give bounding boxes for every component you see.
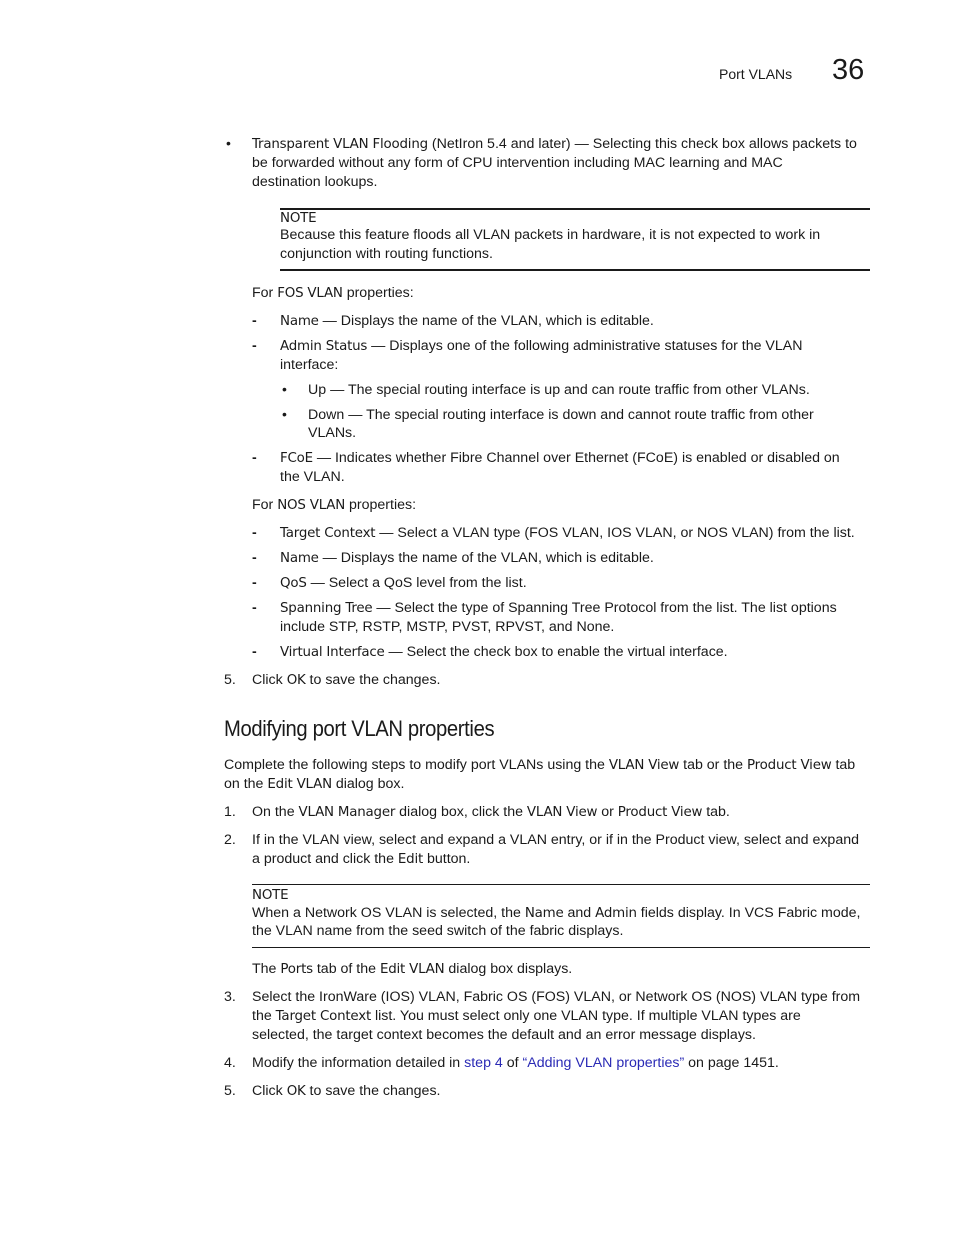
text-line: be forwarded without any form of CPU intervention including MAC learning and MAC [252,155,783,171]
bullet-marker: • [282,381,287,397]
fos-admin-item: Admin Status — Displays one of the following administrative statuses for the VLAN [280,338,803,354]
section-intro: Complete the following steps to modify port VLANs using the VLAN View tab or the Product View tab [224,757,856,773]
note-bottom-rule [252,947,870,948]
step-number: 2. [224,832,236,848]
running-header: Port VLANs [719,66,793,82]
step-4-link[interactable]: step 4 [464,1055,503,1071]
nos-target-context-item: Target Context — Select a VLAN type (FOS VLAN, IOS VLAN, or NOS VLAN) from the list. [280,525,855,541]
nos-virtual-interface-item: Virtual Interface — Select the check box to enable the virtual interface. [280,644,728,660]
note-top-rule [280,208,870,210]
text-line: VLANs. [308,425,357,441]
step-number: 5. [224,672,236,688]
chapter-number: 36 [832,54,865,86]
dash-marker: - [252,313,257,329]
step-number: 4. [224,1055,236,1071]
note-label: NOTE [280,211,317,226]
step-2: If in the VLAN view, select and expand a VLAN entry, or if in the Product view, select and expand [252,832,859,848]
text-line: the VLAN. [280,469,345,485]
text-line: the Target Context list. You must select only one VLAN type. If multiple VLAN types are [252,1008,801,1024]
note-text: Because this feature floods all VLAN packets in hardware, it is not expected to work in [280,227,821,243]
text-line: include STP, RSTP, MSTP, PVST, RPVST, and None. [280,619,615,635]
dash-marker: - [252,550,257,566]
nos-qos-item: QoS — Select a QoS level from the list. [280,575,527,591]
fos-fcoe-item: FCoE — Indicates whether Fibre Channel over Ethernet (FCoE) is enabled or disabled on [280,450,840,466]
note-top-rule [252,884,870,885]
adding-vlan-properties-link[interactable]: “Adding VLAN properties” [522,1055,685,1071]
admin-down-item: Down — The special routing interface is down and cannot route traffic from other [308,407,814,423]
step-3: Select the IronWare (IOS) VLAN, Fabric OS (FOS) VLAN, or Network OS (NOS) VLAN type from [252,989,861,1005]
dash-marker: - [252,338,257,354]
step-5-click-ok: Click OK to save the changes. [252,1083,441,1099]
step-number: 5. [224,1083,236,1099]
nos-intro: For NOS VLAN properties: [252,497,417,513]
bullet-marker: • [282,406,287,422]
note-text: conjunction with routing functions. [280,246,493,262]
dash-marker: - [252,600,257,616]
step-number: 1. [224,804,236,820]
admin-up-item: Up — The special routing interface is up and can route traffic from other VLANs. [308,382,810,398]
dash-marker: - [252,450,257,466]
note-text: the VLAN name from the seed switch of the fabric displays. [252,923,624,939]
dash-marker: - [252,644,257,660]
note-text: When a Network OS VLAN is selected, the Name and Admin fields display. In VCS Fabric mode, [252,905,861,921]
fos-intro: For FOS VLAN properties: [252,285,414,301]
step-5-click-ok: Click OK to save the changes. [252,672,441,688]
note-bottom-rule [280,269,870,271]
bullet-marker: • [226,135,231,151]
text-line: destination lookups. [252,174,378,190]
step-4: Modify the information detailed in step 4 of “Adding VLAN properties” on page 1451. [252,1055,779,1071]
nos-name-item: Name — Displays the name of the VLAN, which is editable. [280,550,654,566]
ports-tab-text: The Ports tab of the Edit VLAN dialog box displays. [252,961,573,977]
text-line: on the Edit VLAN dialog box. [224,776,405,792]
section-heading: Modifying port VLAN properties [224,716,495,741]
step-number: 3. [224,989,236,1005]
dash-marker: - [252,575,257,591]
note-label: NOTE [252,888,289,903]
step-1: On the VLAN Manager dialog box, click the VLAN View or Product View tab. [252,804,730,820]
nos-spanning-tree-item: Spanning Tree — Select the type of Spanning Tree Protocol from the list. The list options [280,600,837,616]
bullet-transparent-vlan-flooding: Transparent VLAN Flooding (NetIron 5.4 and later) — Selecting this check box allows packets to [252,136,857,152]
text-line: a product and click the Edit button. [252,851,471,867]
text-line: selected, the target context becomes the default and an error message displays. [252,1027,756,1043]
text-line: interface: [280,357,339,373]
fos-name-item: Name — Displays the name of the VLAN, which is editable. [280,313,654,329]
dash-marker: - [252,525,257,541]
